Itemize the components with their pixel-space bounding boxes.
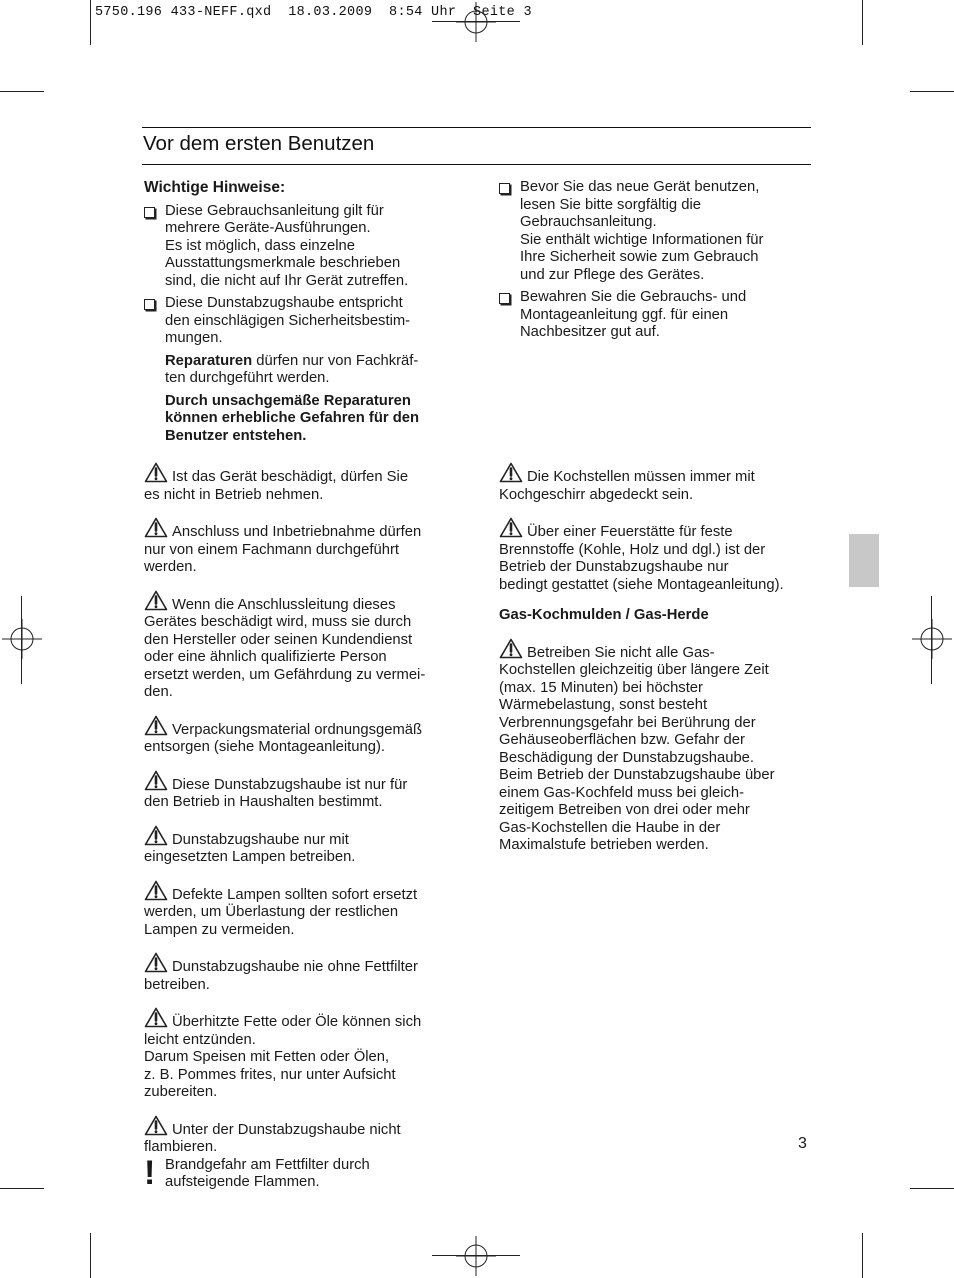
warning-item: Wenn die Anschlussleitung dieses Gerätes beschädigt wird, muss sie durch den Hersteller oder seinen Kundendienst oder eine ähnlich qualifizierte Person ersetzt werden, um Gefährdung zu vermei- den. <box>144 590 464 702</box>
warning-item: Unter der Dunstabzugshaube nicht flambieren. <box>144 1115 464 1157</box>
warning-triangle-icon <box>144 715 168 736</box>
warning-item: Überhitzte Fette oder Öle können sich leicht entzünden. Darum Speisen mit Fetten oder Ölen, z. B. Pommes frites, nur unter Aufsicht zubereiten. <box>144 1007 464 1102</box>
registration-mark-icon <box>912 619 952 659</box>
repair-note: Reparaturen dürfen nur von Fachkräf- ten durchgeführt werden. <box>165 352 419 386</box>
important-notes-left <box>144 179 464 450</box>
crop-mark <box>0 1188 44 1189</box>
crop-mark <box>931 596 932 684</box>
warning-triangle-icon <box>144 462 168 483</box>
warning-item: Dunstabzugshaube nur mit eingesetzten Lampen betreiben. <box>144 825 464 867</box>
warning-triangle-icon <box>144 590 168 611</box>
warning-triangle-icon <box>144 517 168 538</box>
crop-mark <box>90 0 91 45</box>
list-item: Diese Dunstabzugshaube entspricht den einschlägigen Sicherheitsbestim- mungen. <box>144 295 464 348</box>
important-notes-right <box>499 179 819 347</box>
warning-item: Dunstabzugshaube nie ohne Fettfilter betreiben. <box>144 952 464 994</box>
warning-triangle-icon <box>144 880 168 901</box>
warning-triangle-icon <box>144 1115 168 1136</box>
title-rule-bottom <box>142 164 811 165</box>
exclamation-icon: ! <box>144 1153 156 1192</box>
warning-triangle-icon <box>499 638 523 659</box>
warning-item: Defekte Lampen sollten sofort ersetzt werden, um Überlastung der restlichen Lampen zu vermeiden. <box>144 880 464 940</box>
title-rule-top <box>142 127 811 128</box>
crop-mark <box>862 0 863 45</box>
warning-triangle-icon <box>144 952 168 973</box>
page-number: 3 <box>798 1135 807 1152</box>
warning-item: Betreiben Sie nicht alle Gas- Kochstellen gleichzeitig über längere Zeit (max. 15 Minuten) bei höchster Wärmebelastung, sonst besteht Verbrennungsgefahr bei Berührung der Gehäuseoberflächen bzw. Gefahr der Beschädigung der Dunstabzugshaube. Beim Betrieb der Dunstabzugshaube über einem Gas-Kochfeld muss bei gleich- zeitigem Betreiben von drei oder mehr Gas-Kochstellen die Haube in der Maximalstufe betrieben werden. <box>499 638 819 855</box>
warning-triangle-icon <box>144 1007 168 1028</box>
chapter-tab <box>849 534 879 587</box>
gas-section-heading: Gas-Kochmulden / Gas-Herde <box>499 607 709 623</box>
checkbox-bullet-icon <box>499 183 510 194</box>
checkbox-bullet-icon <box>144 299 155 310</box>
crop-mark <box>90 1233 91 1278</box>
registration-mark-icon <box>456 2 496 42</box>
safety-warnings-left <box>144 462 464 1192</box>
warning-triangle-icon <box>499 517 523 538</box>
registration-mark-icon <box>456 1236 496 1276</box>
checkbox-bullet-icon <box>144 207 155 218</box>
warning-triangle-icon <box>144 770 168 791</box>
crop-mark <box>910 91 954 92</box>
checkbox-bullet-icon <box>499 293 510 304</box>
list-item: Diese Gebrauchsanleitung gilt für mehrere Geräte-Ausführungen. Es ist möglich, dass einzelne Ausstattungsmerkmale beschrieben sind, die nicht auf Ihr Gerät zutreffen. <box>144 203 464 291</box>
important-notes-heading: Wichtige Hinweise: <box>144 179 286 196</box>
warning-item: Diese Dunstabzugshaube ist nur für den Betrieb in Haushalten bestimmt. <box>144 770 464 812</box>
crop-mark <box>862 1233 863 1278</box>
print-slug: 5750.196 433-NEFF.qxd 18.03.2009 8:54 Uhr Seite 3 <box>95 5 532 20</box>
warning-item: Verpackungsmaterial ordnungsgemäß entsorgen (siehe Montageanleitung). <box>144 715 464 757</box>
crop-mark <box>432 1255 520 1256</box>
list-item: Bewahren Sie die Gebrauchs- und Montageanleitung ggf. für einen Nachbesitzer gut auf. <box>499 289 819 342</box>
repair-danger-note: Durch unsachgemäße Reparaturen können erhebliche Gefahren für den Benutzer entstehen. <box>165 392 420 444</box>
crop-mark <box>0 91 44 92</box>
warning-item: Über einer Feuerstätte für feste Brennstoffe (Kohle, Holz und dgl.) ist der Betrieb der Dunstabzugshaube nur bedingt gestattet (siehe Montageanleitung). <box>499 517 819 594</box>
crop-mark <box>910 1188 954 1189</box>
warning-triangle-icon <box>144 825 168 846</box>
safety-warnings-right <box>499 462 819 868</box>
page-title: Vor dem ersten Benutzen <box>143 132 375 155</box>
warning-item: Die Kochstellen müssen immer mit Kochgeschirr abgedeckt sein. <box>499 462 819 504</box>
fire-hazard-note: ! Brandgefahr am Fettfilter durch aufsteigende Flammen. <box>144 1153 370 1192</box>
warning-item: Ist das Gerät beschädigt, dürfen Sie es nicht in Betrieb nehmen. <box>144 462 464 504</box>
list-item: Bevor Sie das neue Gerät benutzen, lesen Sie bitte sorgfältig die Gebrauchsanleitung. Sie enthält wichtige Informationen für Ihre Sicherheit sowie zum Gebrauch und zur Pflege des Gerätes. <box>499 179 819 284</box>
crop-mark <box>432 21 520 22</box>
registration-mark-icon <box>2 619 42 659</box>
warning-item: Anschluss und Inbetriebnahme dürfen nur von einem Fachmann durchgeführt werden. <box>144 517 464 577</box>
warning-triangle-icon <box>499 462 523 483</box>
crop-mark <box>21 596 22 684</box>
